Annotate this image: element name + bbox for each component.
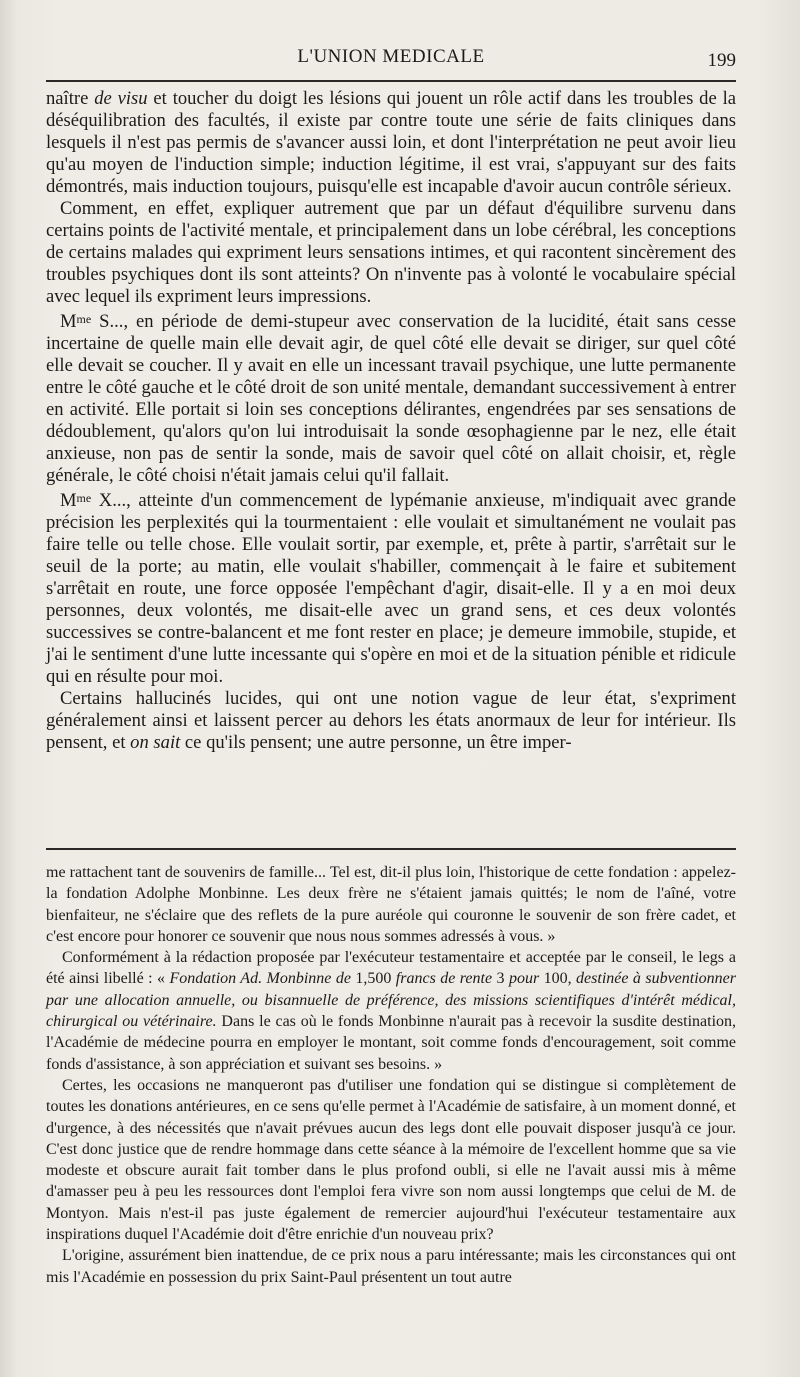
text-run: M: [60, 311, 77, 332]
footnote-rule: [46, 848, 736, 850]
footnotes: [46, 862, 736, 1288]
italic-run: pour: [508, 970, 540, 988]
footnote-paragraph: me rattachent tant de souvenirs de famille... Tel est, dit-il plus loin, l'historique de cette fondation : appelez-la fondation Adolphe Monbinne. Les deux frère ne s'étaient jamais quittés; le nom de l'aîné, votre bienfaiteur, ne s'éclaire que des reflets de la pure auréole qui couronne le souvenir de son frère cadet, et c'est encore pour honorer ce souvenir que nous nous sommes adressés à vous. »: [46, 864, 736, 945]
paragraph: [46, 487, 736, 688]
main-text: [46, 88, 736, 754]
superscript: me: [76, 491, 92, 505]
text-run: 3: [492, 970, 509, 988]
text-run: X..., atteinte d'un commencement de lypémanie anxieuse, m'indiquait avec grande précision les perplexités qui la tourmentaient : elle voulait et simultanément ne voulait pas faire telle ou telle chose. Elle voulait sortir, par exemple, et, prête à partir, s'arrêtait sur le seuil de la porte; au matin, elle voulait s'habiller, commençait à le faire et subitement s'arrêtait en route, une force opposée l'empêchant d'agir, disait-elle. Il y a en moi deux personnes, deux volontés, me disait-elle avec un grand sens, et ces deux volontés successives se contre-balancent et me font rester en place; je demeure immobile, stupide, et j'ai le sentiment d'une lutte incessante qui s'opère en moi et de la situation pénible et ridicule qui en résulte pour moi.: [46, 490, 736, 687]
page-number: 199: [707, 50, 736, 71]
running-title: L'UNION MEDICALE: [297, 46, 485, 67]
footnote-paragraph: [46, 947, 736, 1075]
text-run: et toucher du doigt les lésions qui jouent un rôle actif dans les troubles de la déséquilibration des facultés, il existe par contre toute une série de faits cliniques dans lesquels il n'est pas permis de s'avancer aussi loin, et dont l'interprétation ne peut avoir lieu qu'au moyen de l'induction simple; induction légitime, il est vrai, s'appuyant sur des faits démontrés, mais induction toujours, puisqu'elle est incapable d'avoir aucun contrôle sérieux.: [46, 88, 736, 197]
paragraph: [46, 688, 736, 754]
text-run: ce qu'ils pensent; une autre personne, un être imper-: [180, 732, 572, 753]
italic-run: de visu: [94, 88, 148, 109]
italic-run: on sait: [130, 732, 181, 753]
paragraph: [46, 308, 736, 487]
paragraph: Comment, en effet, expliquer autrement que par un défaut d'équilibre survenu dans certains points de l'activité mentale, et principalement dans un lobe cérébral, les conceptions de certains malades qui expriment leurs sensations intimes, et qui racontent sincèrement des troubles psychiques dont ils sont atteints? On n'invente pas à volonté le vocabulaire spécial avec lequel ils expriment leurs impressions.: [46, 198, 736, 307]
italic-run: francs de rente: [395, 970, 493, 988]
text-run: 1,500: [350, 970, 396, 988]
italic-run: Fondation Ad. Monbinne de: [169, 970, 351, 988]
text-run: naître: [46, 88, 95, 109]
page-header: [46, 44, 736, 74]
superscript: me: [76, 312, 92, 326]
footnote-paragraph: L'origine, assurément bien inattendue, de ce prix nous a paru intéressante; mais les circonstances qui ont mis l'Académie en possession du prix Saint-Paul présentent un tout autre: [46, 1247, 736, 1286]
text-run: Certains hallucinés lucides, qui ont une notion vague de leur état, s'expriment généralement ainsi et laissent percer au dehors les états anormaux de leur for intérieur. Ils pensent, et: [46, 688, 736, 753]
text-run: 100,: [539, 970, 577, 988]
text-run: Conformément à la rédaction proposée par l'exécuteur testamentaire et acceptée par le conseil, le legs a été ainsi libellé : «: [46, 949, 736, 988]
paragraph: [46, 88, 736, 198]
italic-run: destinée à subventionner par une allocation annuelle, ou bisannuelle de préférence, des missions scientifiques d'intérêt médical, chirurgical ou vétérinaire.: [46, 970, 736, 1031]
text-run: M: [60, 490, 77, 511]
footnote-paragraph: Certes, les occasions ne manqueront pas d'utiliser une fondation qui se distingue si complètement de toutes les donations antérieures, en ce sens qu'elle permet à l'Académie de satisfaire, à un moment donné, et d'urgence, à des nécessités que n'avait prévues aucun des legs dont elle pouvait disposer jusqu'à ce jour. C'est donc justice que de rendre hommage dans cette séance à la mémoire de l'excellent homme que sa vie modeste et obscure aurait fait tomber dans le plus profond oubli, si elle ne l'avait aussi mis à même d'amasser peu à peu les ressources dont l'emploi fera vivre son nom aussi longtemps que celui de M. de Montyon. Mais n'est-il pas juste également de remercier aujourd'hui l'exécuteur testamentaire aux inspirations duquel l'Académie doit d'être enrichie d'un nouveau prix?: [46, 1076, 736, 1244]
text-run: Dans le cas où le fonds Monbinne n'aurait pas à recevoir la susdite destination, l'Académie de médecine pourra en employer le montant, soit comme fonds d'encouragement, soit comme fonds d'assistance, à son appréciation et suivant ses besoins. »: [46, 1013, 737, 1073]
text-run: S..., en période de demi-stupeur avec conservation de la lucidité, était sans cesse incertaine de quelle main elle devait agir, de quel côté elle devait se diriger, sur quel côté elle devait se coucher. Il y avait en elle un incessant travail psychique, une lutte permanente entre le côté gauche et le côté droit de son unité mentale, demandant successivement à entrer en activité. Elle portait si loin ses conceptions délirantes, engendrées par ses sensations de dédoublement, qu'alors qu'on lui introduisait la sonde œsophagienne par le nez, elle était anxieuse, non pas de sentir la sonde, mais de savoir quel côté on allait choisir, et, règle générale, le côté choisi n'était jamais celui qu'il fallait.: [46, 311, 736, 486]
header-rule: [46, 80, 736, 82]
